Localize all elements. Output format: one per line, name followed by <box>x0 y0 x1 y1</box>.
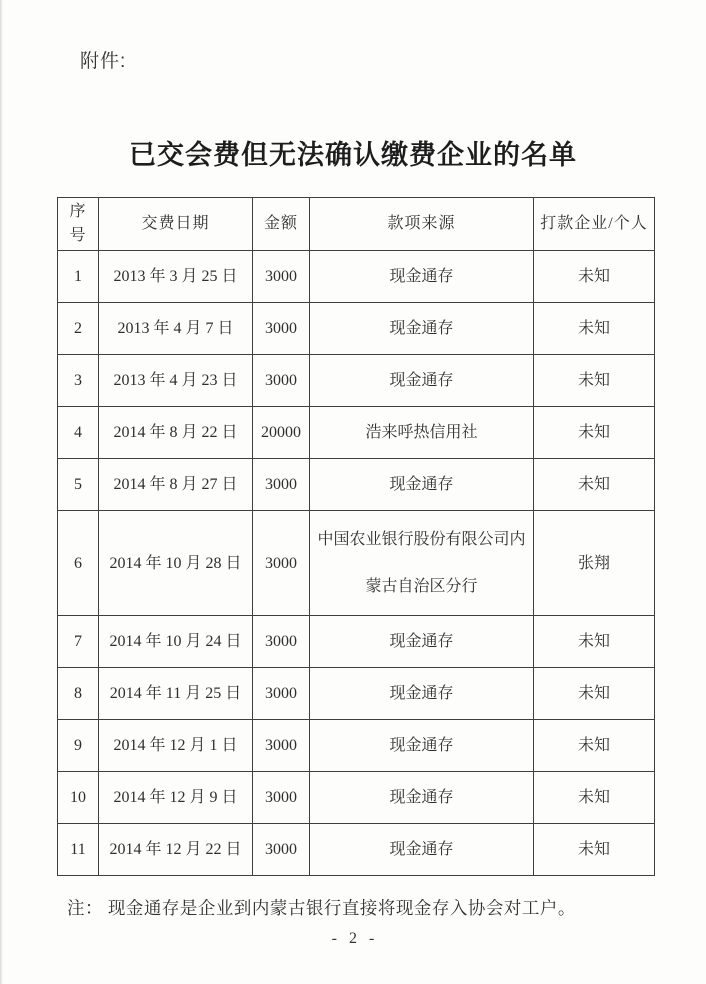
cell-source: 中国农业银行股份有限公司内蒙古自治区分行 <box>310 511 534 616</box>
page-title: 已交会费但无法确认缴费企业的名单 <box>129 140 577 170</box>
header-row <box>58 198 655 251</box>
attachment-label: 附件: <box>80 51 127 72</box>
cell-source: 现金通存 <box>310 303 534 355</box>
cell-source: 浩来呼热信用社 <box>310 407 534 459</box>
cell-index: 8 <box>58 668 99 720</box>
cell-date: 2013 年 3 月 25 日 <box>99 251 253 303</box>
table-row <box>58 824 655 876</box>
table-row <box>58 251 655 303</box>
cell-index: 3 <box>58 355 99 407</box>
cell-index: 10 <box>58 772 99 824</box>
table-row <box>58 303 655 355</box>
cell-index: 7 <box>58 616 99 668</box>
cell-amount: 3000 <box>253 303 310 355</box>
column-header-payer: 打款企业/个人 <box>534 198 655 251</box>
cell-amount: 3000 <box>253 616 310 668</box>
cell-payer: 未知 <box>534 251 655 303</box>
cell-source: 现金通存 <box>310 668 534 720</box>
cell-amount: 3000 <box>253 459 310 511</box>
table-body <box>58 251 655 876</box>
column-header-source: 款项来源 <box>310 198 534 251</box>
cell-date: 2014 年 12 月 9 日 <box>99 772 253 824</box>
cell-payer: 未知 <box>534 355 655 407</box>
column-header-index: 序号 <box>58 198 99 251</box>
cell-amount: 3000 <box>253 355 310 407</box>
page-number: - 2 - <box>331 930 375 947</box>
cell-index: 1 <box>58 251 99 303</box>
cell-date: 2013 年 4 月 23 日 <box>99 355 253 407</box>
cell-source: 现金通存 <box>310 616 534 668</box>
cell-date: 2013 年 4 月 7 日 <box>99 303 253 355</box>
table-row <box>58 459 655 511</box>
cell-date: 2014 年 10 月 28 日 <box>99 511 253 616</box>
cell-payer: 未知 <box>534 824 655 876</box>
cell-payer: 张翔 <box>534 511 655 616</box>
cell-index: 6 <box>58 511 99 616</box>
cell-payer: 未知 <box>534 407 655 459</box>
cell-index: 2 <box>58 303 99 355</box>
cell-payer: 未知 <box>534 459 655 511</box>
cell-index: 5 <box>58 459 99 511</box>
table-row <box>58 616 655 668</box>
cell-source: 现金通存 <box>310 720 534 772</box>
table-row <box>58 355 655 407</box>
cell-source: 现金通存 <box>310 251 534 303</box>
cell-amount: 20000 <box>253 407 310 459</box>
footnote: 注： 现金通存是企业到内蒙古银行直接将现金存入协会对工户。 <box>67 898 576 918</box>
cell-amount: 3000 <box>253 251 310 303</box>
cell-source: 现金通存 <box>310 459 534 511</box>
cell-date: 2014 年 12 月 1 日 <box>99 720 253 772</box>
table-row <box>58 772 655 824</box>
cell-payer: 未知 <box>534 303 655 355</box>
cell-source: 现金通存 <box>310 772 534 824</box>
fee-table <box>57 197 655 876</box>
cell-payer: 未知 <box>534 772 655 824</box>
table-row <box>58 511 655 616</box>
cell-amount: 3000 <box>253 772 310 824</box>
cell-amount: 3000 <box>253 824 310 876</box>
cell-source: 现金通存 <box>310 824 534 876</box>
cell-index: 4 <box>58 407 99 459</box>
cell-payer: 未知 <box>534 720 655 772</box>
cell-date: 2014 年 12 月 22 日 <box>99 824 253 876</box>
cell-amount: 3000 <box>253 668 310 720</box>
cell-date: 2014 年 8 月 22 日 <box>99 407 253 459</box>
cell-amount: 3000 <box>253 720 310 772</box>
table-row <box>58 407 655 459</box>
cell-source: 现金通存 <box>310 355 534 407</box>
cell-payer: 未知 <box>534 668 655 720</box>
cell-date: 2014 年 8 月 27 日 <box>99 459 253 511</box>
table-row <box>58 720 655 772</box>
cell-index: 9 <box>58 720 99 772</box>
column-header-amount: 金额 <box>253 198 310 251</box>
cell-date: 2014 年 11 月 25 日 <box>99 668 253 720</box>
cell-payer: 未知 <box>534 616 655 668</box>
table-row <box>58 668 655 720</box>
table-header <box>58 198 655 251</box>
cell-amount: 3000 <box>253 511 310 616</box>
cell-index: 11 <box>58 824 99 876</box>
cell-date: 2014 年 10 月 24 日 <box>99 616 253 668</box>
column-header-date: 交费日期 <box>99 198 253 251</box>
